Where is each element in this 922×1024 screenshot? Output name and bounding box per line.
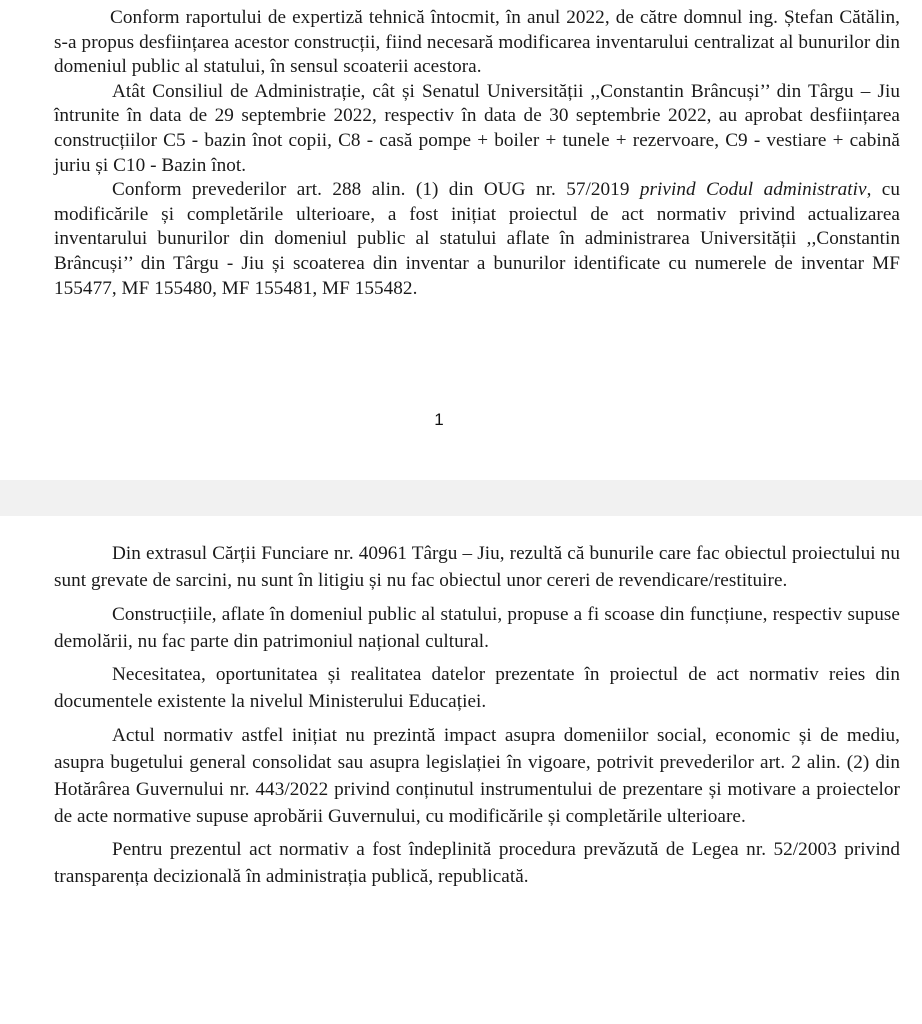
page-separator xyxy=(0,480,922,516)
paragraph-necesitatea: Necesitatea, oportunitatea și realitatea datelor prezentate în proiectul de act normativ reies din documentele existente la nivelul Ministerului Educației. xyxy=(54,664,900,712)
paragraph-oug-end: , cu modificările și completările ulterioare, a fost inițiat proiectul de act normativ privind actualizarea inventarului bunurilor din domeniul public al statului aflate în administrarea Universității ,,Constantin Brâncuși’’ din Târgu - Jiu și scoaterea din inventar a bunurilor identificate cu numerele de inventar MF 155477, MF 155480, MF 155481, MF 155482. xyxy=(54,179,901,299)
page-1 xyxy=(0,0,922,480)
paragraph-oug xyxy=(54,178,900,301)
page-2-text xyxy=(54,540,900,890)
page-2 xyxy=(0,516,922,1024)
paragraph-constructii: Construcțiile, aflate în domeniul public al statului, propuse a fi scoase din funcțiune, respectiv supuse demolării, nu fac parte din patrimoniul național cultural. xyxy=(54,603,900,652)
paragraph-carte-funciara: Din extrasul Cărții Funciare nr. 40961 Târgu – Jiu, rezultă că bunurile care fac obiectul proiectului nu sunt grevate de sarcini, nu sunt în litigiu și nu fac obiectul unor cereri de revendicare/restituire. xyxy=(54,543,900,591)
paragraph-oug-italic: privind Codul administrativ xyxy=(639,179,867,201)
paragraph-oug-start: Conform prevederilor art. 288 alin. (1) din OUG nr. 57/2019 xyxy=(112,179,640,201)
page-number: 1 xyxy=(434,410,444,429)
page-1-text xyxy=(54,6,900,301)
paragraph-expertiza: Conform raportului de expertiză tehnică întocmit, în anul 2022, de către domnul ing. Ștefan Cătălin, s-a propus desființarea acestor construcții, fiind necesară modificarea inventarului centralizat al bunurilor din domeniul public al statului, în sensul scoaterii acestora. xyxy=(54,7,900,78)
paragraph-transparenta: Pentru prezentul act normativ a fost îndeplinită procedura prevăzută de Legea nr. 52/2003 privind transparența decizională în administrația publică, republicată. xyxy=(54,839,900,887)
paragraph-impact: Actul normativ astfel inițiat nu prezintă impact asupra domeniilor social, economic și de mediu, asupra bugetului general consolidat sau asupra legislației în vigoare, potrivit prevederilor art. 2 alin. (2) din Hotărârea Guvernului nr. 443/2022 privind conținutul instrumentului de prezentare și motivare a proiectelor de acte normative supuse aprobării Guvernului, cu modificările și completările ulterioare. xyxy=(54,724,900,827)
paragraph-consiliu-senat: Atât Consiliul de Administrație, cât și Senatul Universității ,,Constantin Brâncuși’’ din Târgu – Jiu întrunite în data de 29 septembrie 2022, respectiv în data de 30 septembrie 2022, au aprobat desființarea construcțiilor C5 - bazin înot copii, C8 - casă pompe + boiler + tunele + rezervoare, C9 - vestiare + cabină juriu și C10 - Bazin înot. xyxy=(54,80,900,176)
